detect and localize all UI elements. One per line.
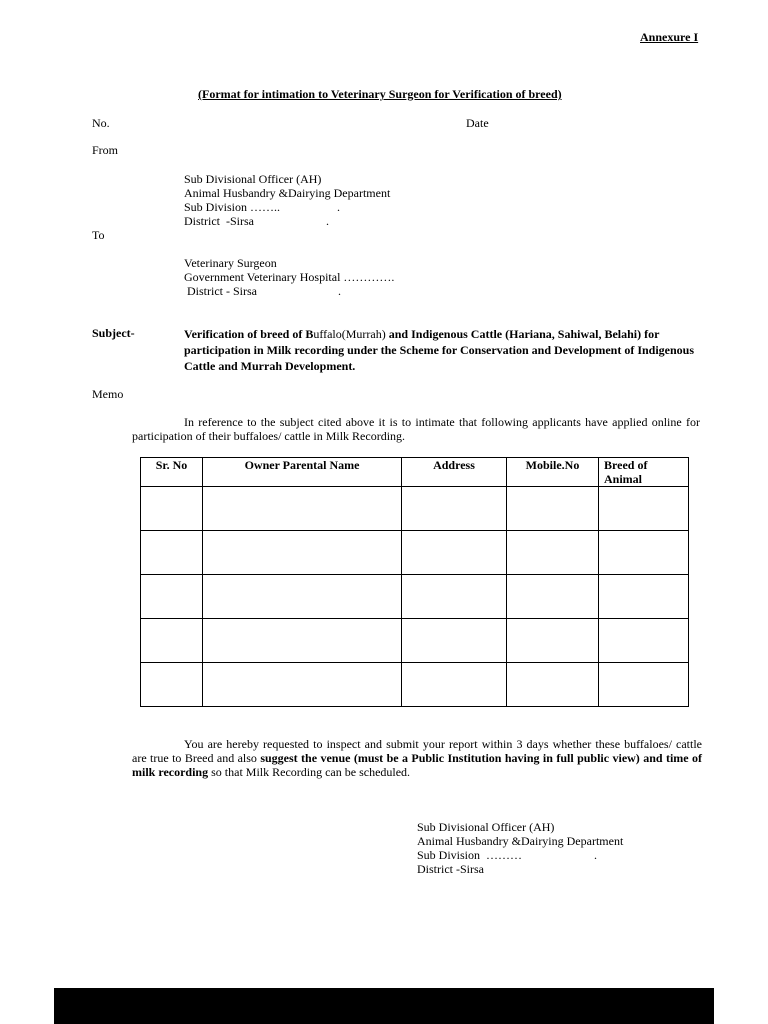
intro-paragraph	[132, 415, 700, 443]
sender-line: Sub Division …….. .	[184, 200, 341, 214]
sender-line: Animal Husbandry &Dairying Department	[184, 186, 391, 200]
column-header-address: Address	[402, 458, 507, 487]
closing-emphasis: suggest the venue (must be a Public Institution having in full public view) and time of milk recording	[132, 751, 702, 779]
subject-part: B	[305, 327, 314, 341]
sender-line: Sub Divisional Officer (AH)	[184, 172, 322, 186]
intro-text: In reference to the subject cited above it is to intimate that following applicants have applied online for participation of their buffaloes/ cattle in Milk Recording.	[132, 415, 700, 443]
recipient-address-block	[184, 256, 394, 298]
table-cell	[599, 487, 689, 531]
recipient-line: Veterinary Surgeon	[184, 256, 277, 270]
table-cell	[141, 487, 203, 531]
table-cell	[203, 575, 402, 619]
closing-paragraph	[132, 737, 702, 779]
subject-part: and Indigenous Cattle (Hariana, Sahiwal, Belahi) for participation in Milk recording under the Scheme for Conservation and Development of Indigenous Cattle and Murrah Development.	[184, 327, 695, 373]
table-cell	[599, 531, 689, 575]
table-cell	[203, 663, 402, 707]
signature-line: Animal Husbandry &Dairying Department	[417, 834, 624, 848]
signature-block	[417, 820, 623, 876]
date-label: Date	[466, 116, 489, 130]
table-cell	[402, 531, 507, 575]
subject-part: Verification of breed of	[184, 327, 306, 341]
recipient-line: District - Sirsa .	[184, 284, 341, 298]
reference-number-label: No.	[92, 116, 110, 130]
table-cell	[141, 575, 203, 619]
table-cell	[507, 531, 599, 575]
table-header-row	[141, 458, 689, 487]
column-header-sr-no: Sr. No	[141, 458, 203, 487]
table-cell	[402, 619, 507, 663]
column-header-owner-name: Owner Parental Name	[203, 458, 402, 487]
table-cell	[141, 663, 203, 707]
table-cell	[203, 487, 402, 531]
to-label: To	[92, 228, 105, 242]
column-header-breed: Breed of Animal	[599, 458, 689, 487]
table-body	[141, 487, 689, 707]
table-cell	[507, 619, 599, 663]
memo-label: Memo	[92, 387, 124, 401]
subject-part: (Murrah)	[341, 327, 386, 341]
table-cell	[507, 487, 599, 531]
table-row	[141, 663, 689, 707]
table-cell	[599, 575, 689, 619]
signature-line: District -Sirsa	[417, 862, 484, 876]
table-cell	[507, 663, 599, 707]
annexure-label: Annexure I	[640, 30, 699, 44]
subject-label: Subject-	[92, 326, 135, 340]
table-row	[141, 531, 689, 575]
table-cell	[402, 663, 507, 707]
table-cell	[402, 575, 507, 619]
applicant-table	[140, 457, 689, 707]
table-cell	[141, 619, 203, 663]
subject-part: uffalo	[313, 327, 342, 341]
closing-text: so that Milk Recording can be scheduled.	[208, 765, 411, 779]
subject-text	[184, 326, 704, 374]
table-cell	[507, 575, 599, 619]
recipient-line: Government Veterinary Hospital ………….	[184, 270, 395, 284]
table-row	[141, 487, 689, 531]
table-row	[141, 575, 689, 619]
table-cell	[141, 531, 203, 575]
closing-text: You are hereby requested to inspect and submit your report within 3 days whether these buffaloes/ cattle are true to Breed and also	[132, 737, 702, 765]
format-title: (Format for intimation to Veterinary Surgeon for Verification of breed)	[198, 87, 562, 101]
table-cell	[599, 619, 689, 663]
from-label: From	[92, 143, 119, 157]
column-header-mobile: Mobile.No	[507, 458, 599, 487]
table-row	[141, 619, 689, 663]
signature-line: Sub Division ……… .	[417, 848, 598, 862]
table-cell	[402, 487, 507, 531]
bottom-black-bar	[54, 988, 714, 1024]
sender-line: District -Sirsa .	[184, 214, 329, 228]
signature-line: Sub Divisional Officer (AH)	[417, 820, 555, 834]
table-cell	[599, 663, 689, 707]
table-cell	[203, 531, 402, 575]
table-cell	[203, 619, 402, 663]
sender-address-block	[184, 172, 390, 228]
